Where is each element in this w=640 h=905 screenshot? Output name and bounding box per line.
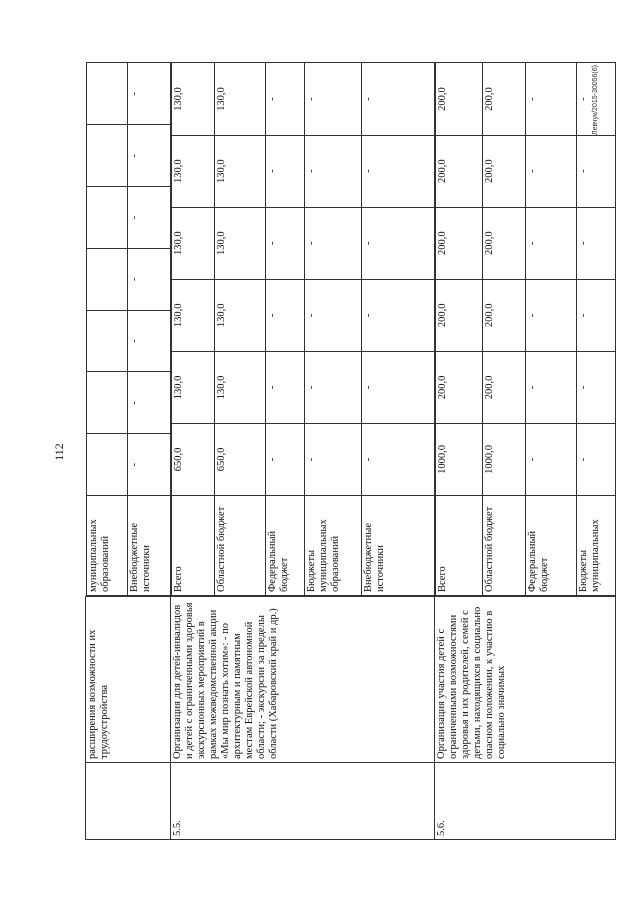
funding-row: [214, 63, 265, 596]
funding-source: Федеральный бюджет: [525, 496, 576, 596]
funding-subtable: [86, 63, 171, 597]
funding-value: -: [265, 63, 304, 135]
funding-cell: [435, 63, 616, 597]
funding-value: [86, 248, 127, 310]
funding-value: 650,0: [171, 423, 214, 495]
funding-value: -: [576, 423, 615, 495]
funding-value: 130,0: [171, 207, 214, 279]
funding-source: Бюджеты муниципальных образований: [304, 496, 361, 596]
funding-source: Федеральный бюджет: [265, 496, 304, 596]
funding-value: 1000,0: [482, 423, 525, 495]
funding-value: 200,0: [482, 135, 525, 207]
funding-value: -: [361, 279, 434, 351]
funding-source: Всего: [171, 496, 214, 596]
funding-value: -: [525, 351, 576, 423]
section-block: [435, 63, 616, 840]
funding-value: 200,0: [482, 279, 525, 351]
funding-value: [86, 310, 127, 372]
budget-table: [85, 63, 616, 841]
funding-value: -: [265, 423, 304, 495]
funding-subtable: [435, 63, 616, 597]
funding-value: -: [304, 423, 361, 495]
funding-value: -: [576, 279, 615, 351]
funding-value: 200,0: [482, 351, 525, 423]
funding-row: [304, 63, 361, 596]
funding-value: -: [265, 207, 304, 279]
funding-source: Всего: [435, 496, 482, 596]
funding-row: [525, 63, 576, 596]
funding-value: [86, 187, 127, 249]
funding-value: [86, 434, 127, 496]
funding-value: 130,0: [171, 135, 214, 207]
funding-row: [482, 63, 525, 596]
funding-value: 130,0: [214, 207, 265, 279]
funding-value: 130,0: [171, 351, 214, 423]
funding-value: -: [304, 207, 361, 279]
funding-source: Областной бюджет: [482, 496, 525, 596]
funding-row: [171, 63, 214, 596]
funding-source: Внебюджетные источники: [127, 496, 170, 596]
funding-value: -: [361, 351, 434, 423]
funding-value: -: [576, 351, 615, 423]
funding-cell: [86, 63, 171, 597]
continuation-block: [86, 63, 171, 840]
funding-value: -: [304, 351, 361, 423]
row-number: 5.5.: [171, 763, 435, 840]
funding-value: -: [361, 135, 434, 207]
funding-value: 1000,0: [435, 423, 482, 495]
funding-row: [576, 63, 615, 596]
section-block: [171, 63, 435, 840]
funding-value: 200,0: [482, 63, 525, 135]
funding-source: Бюджеты муниципальных: [576, 496, 615, 596]
funding-value: 650,0: [214, 423, 265, 495]
funding-value: 200,0: [435, 135, 482, 207]
activity-name: Организация участия детей с ограниченными возможностями здоровья и их родителей, семей с детьми, находящихся в социально опасном положении, к участию в социально значимых: [435, 597, 616, 763]
funding-value: [86, 125, 127, 187]
funding-value: -: [127, 372, 170, 434]
funding-value: 200,0: [435, 351, 482, 423]
funding-value: -: [525, 63, 576, 135]
funding-value: 130,0: [214, 351, 265, 423]
funding-value: 200,0: [435, 207, 482, 279]
document-side-note: Левчук/2015-30056(6): [592, 65, 599, 135]
funding-value: [86, 372, 127, 434]
page-number: 112: [52, 443, 66, 461]
funding-value: -: [576, 135, 615, 207]
funding-value: -: [304, 63, 361, 135]
funding-value: 200,0: [435, 63, 482, 135]
row-number: 5.6.: [435, 763, 616, 840]
funding-source: Областной бюджет: [214, 496, 265, 596]
activity-name: Организация для детей-инвалидов и детей с ограниченными здоровья экскурсионных мероприятий в рамках межведомственной акции «Мы мир познать хотим»: - по архитектурным и памятным местам Еврейской автономной области; - экскурсии за пределы области (Хабаровский край и др.): [171, 597, 435, 763]
funding-value: -: [265, 351, 304, 423]
funding-value: -: [361, 423, 434, 495]
funding-row: [361, 63, 434, 596]
activity-name: расширения возможности их трудоустройства: [86, 597, 171, 763]
funding-source: муниципальных образований: [86, 496, 127, 596]
funding-value: 200,0: [482, 207, 525, 279]
funding-value: -: [304, 135, 361, 207]
funding-value: -: [127, 434, 170, 496]
funding-value: -: [576, 207, 615, 279]
funding-value: 130,0: [214, 279, 265, 351]
funding-value: [86, 63, 127, 125]
funding-value: -: [127, 248, 170, 310]
funding-value: -: [127, 187, 170, 249]
budget-table-body: [86, 63, 616, 840]
funding-value: -: [576, 63, 615, 135]
funding-value: 130,0: [171, 279, 214, 351]
funding-value: -: [361, 63, 434, 135]
funding-value: -: [304, 279, 361, 351]
funding-value: -: [127, 310, 170, 372]
funding-row: [86, 63, 127, 596]
funding-cell: [171, 63, 435, 597]
funding-value: 130,0: [214, 135, 265, 207]
funding-row: [435, 63, 482, 596]
funding-value: -: [265, 279, 304, 351]
funding-value: -: [127, 125, 170, 187]
funding-source: Внебюджетные источники: [361, 496, 434, 596]
row-number: [86, 763, 171, 840]
funding-value: -: [127, 63, 170, 125]
funding-value: 200,0: [435, 279, 482, 351]
funding-value: -: [361, 207, 434, 279]
funding-value: -: [525, 207, 576, 279]
funding-value: -: [525, 135, 576, 207]
funding-row: [127, 63, 170, 596]
funding-subtable: [171, 63, 435, 597]
funding-row: [265, 63, 304, 596]
funding-value: -: [265, 135, 304, 207]
funding-value: 130,0: [171, 63, 214, 135]
funding-value: 130,0: [214, 63, 265, 135]
funding-value: -: [525, 423, 576, 495]
funding-value: -: [525, 279, 576, 351]
